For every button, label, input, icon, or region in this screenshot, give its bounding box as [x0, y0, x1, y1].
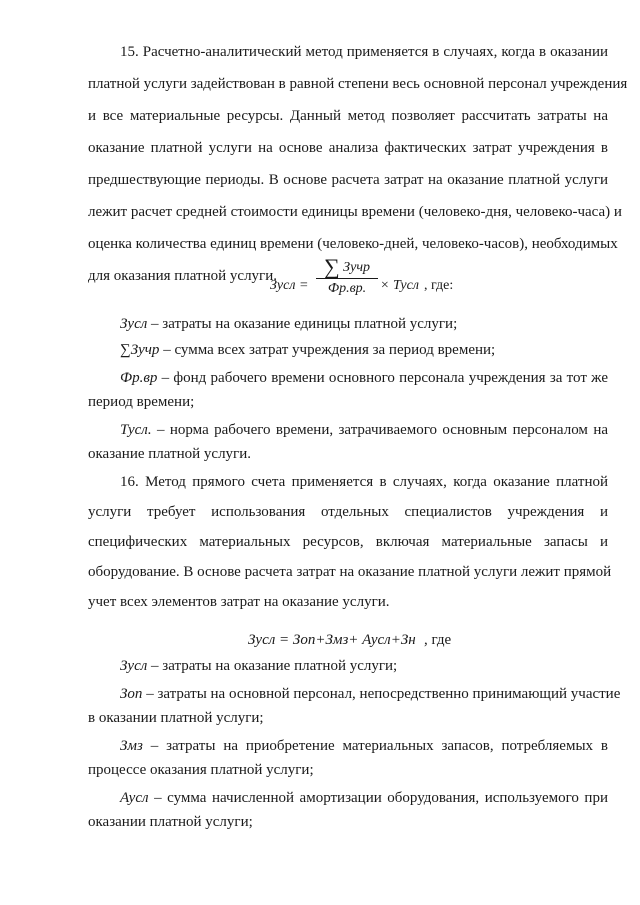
- def-ausl: [120, 788, 608, 808]
- def-frvr-term: Фр.вр: [120, 370, 158, 386]
- para15-line-3: и все материальные ресурсы. Данный метод позволяет рассчитать затраты на: [88, 108, 608, 124]
- def-frvr: [120, 368, 608, 388]
- para16-line-5: учет всех элементов затрат на оказание услуги.: [88, 594, 390, 610]
- formula1-denominator: Фр.вр.: [327, 281, 367, 296]
- def-zop-term: Зоп: [120, 686, 143, 702]
- def-zusl-1-text: – затраты на оказание единицы платной услуги;: [147, 316, 458, 332]
- def-zop-cont: в оказании платной услуги;: [88, 710, 264, 726]
- def-tusl: [120, 420, 608, 440]
- def-zuchr-text: – сумма всех затрат учреждения за период времени;: [159, 342, 496, 358]
- def-zmz-cont: процессе оказания платной услуги;: [88, 762, 314, 778]
- para16-line-4: оборудование. В основе расчета затрат на оказание платной услуги лежит прямой: [88, 564, 612, 580]
- def-ausl-term: Аусл: [120, 790, 149, 806]
- def-ausl-cont: оказании платной услуги;: [88, 814, 253, 830]
- def-tusl-cont: оказание платной услуги.: [88, 446, 251, 462]
- def-zusl-1: [120, 314, 608, 334]
- para16-line-3: специфических материальных ресурсов, включая материальные запасы и: [88, 534, 608, 550]
- para15-line-6: лежит расчет средней стоимости единицы времени (человеко-дня, человеко-часа) и: [88, 204, 622, 220]
- para15-line-1: 15. Расчетно-аналитический метод применяется в случаях, когда в оказании: [120, 44, 608, 60]
- para15-line-2: платной услуги задействован в равной степени весь основной персонал учреждения: [88, 76, 628, 92]
- def-tusl-term: Тусл.: [120, 422, 152, 438]
- def-zop: [120, 684, 621, 704]
- def-zmz: [120, 736, 608, 756]
- formula1-sigma: ∑: [323, 254, 340, 279]
- formula2-tail: , где: [424, 632, 452, 648]
- para16-line-2: услуги требует использования отдельных специалистов учреждения и: [88, 504, 608, 520]
- formula1-lhs: Зусл =: [270, 278, 309, 293]
- para16-line-1: 16. Метод прямого счета применяется в случаях, когда оказание платной: [120, 474, 608, 490]
- formula1-rhs: × Тусл: [380, 278, 419, 293]
- formula1-fraction: [316, 254, 378, 298]
- def-zusl-2: [120, 656, 608, 676]
- def-zmz-text: – затраты на приобретение материальных запасов, потребляемых в: [142, 738, 608, 754]
- def-zuchr: [120, 340, 608, 360]
- def-zuchr-term: ∑Зучр: [120, 342, 160, 358]
- para15-line-7: оценка количества единиц времени (человеко-дней, человеко-часов), необходимых: [88, 236, 618, 252]
- para15-line-4: оказание платной услуги на основе анализа фактических затрат учреждения в: [88, 140, 608, 156]
- def-zusl-2-text: – затраты на оказание платной услуги;: [147, 658, 398, 674]
- formula1-numerator-text: Зучр: [343, 260, 370, 275]
- def-zusl-1-term: Зусл: [120, 316, 148, 332]
- para15-line-5: предшествующие периоды. В основе расчета затрат на оказание платной услуги: [88, 172, 608, 188]
- formula1-tail: , где:: [424, 278, 454, 293]
- def-ausl-text: – сумма начисленной амортизации оборудования, используемого при: [148, 790, 608, 806]
- def-zusl-2-term: Зусл: [120, 658, 148, 674]
- def-frvr-cont: период времени;: [88, 394, 195, 410]
- def-frvr-text: – фонд рабочего времени основного персонала учреждения за тот же: [157, 370, 608, 386]
- formula1-numerator: [316, 254, 378, 279]
- def-zmz-term: Змз: [120, 738, 143, 754]
- def-tusl-text: – норма рабочего времени, затрачиваемого основным персоналом на: [151, 422, 608, 438]
- def-zop-text: – затраты на основной персонал, непосредственно принимающий участие: [142, 686, 621, 702]
- para15-line-8: для оказания платной услуги.: [88, 268, 277, 284]
- formula2-expr: Зусл = Зоп+Змз+ Аусл+Зн: [248, 632, 416, 648]
